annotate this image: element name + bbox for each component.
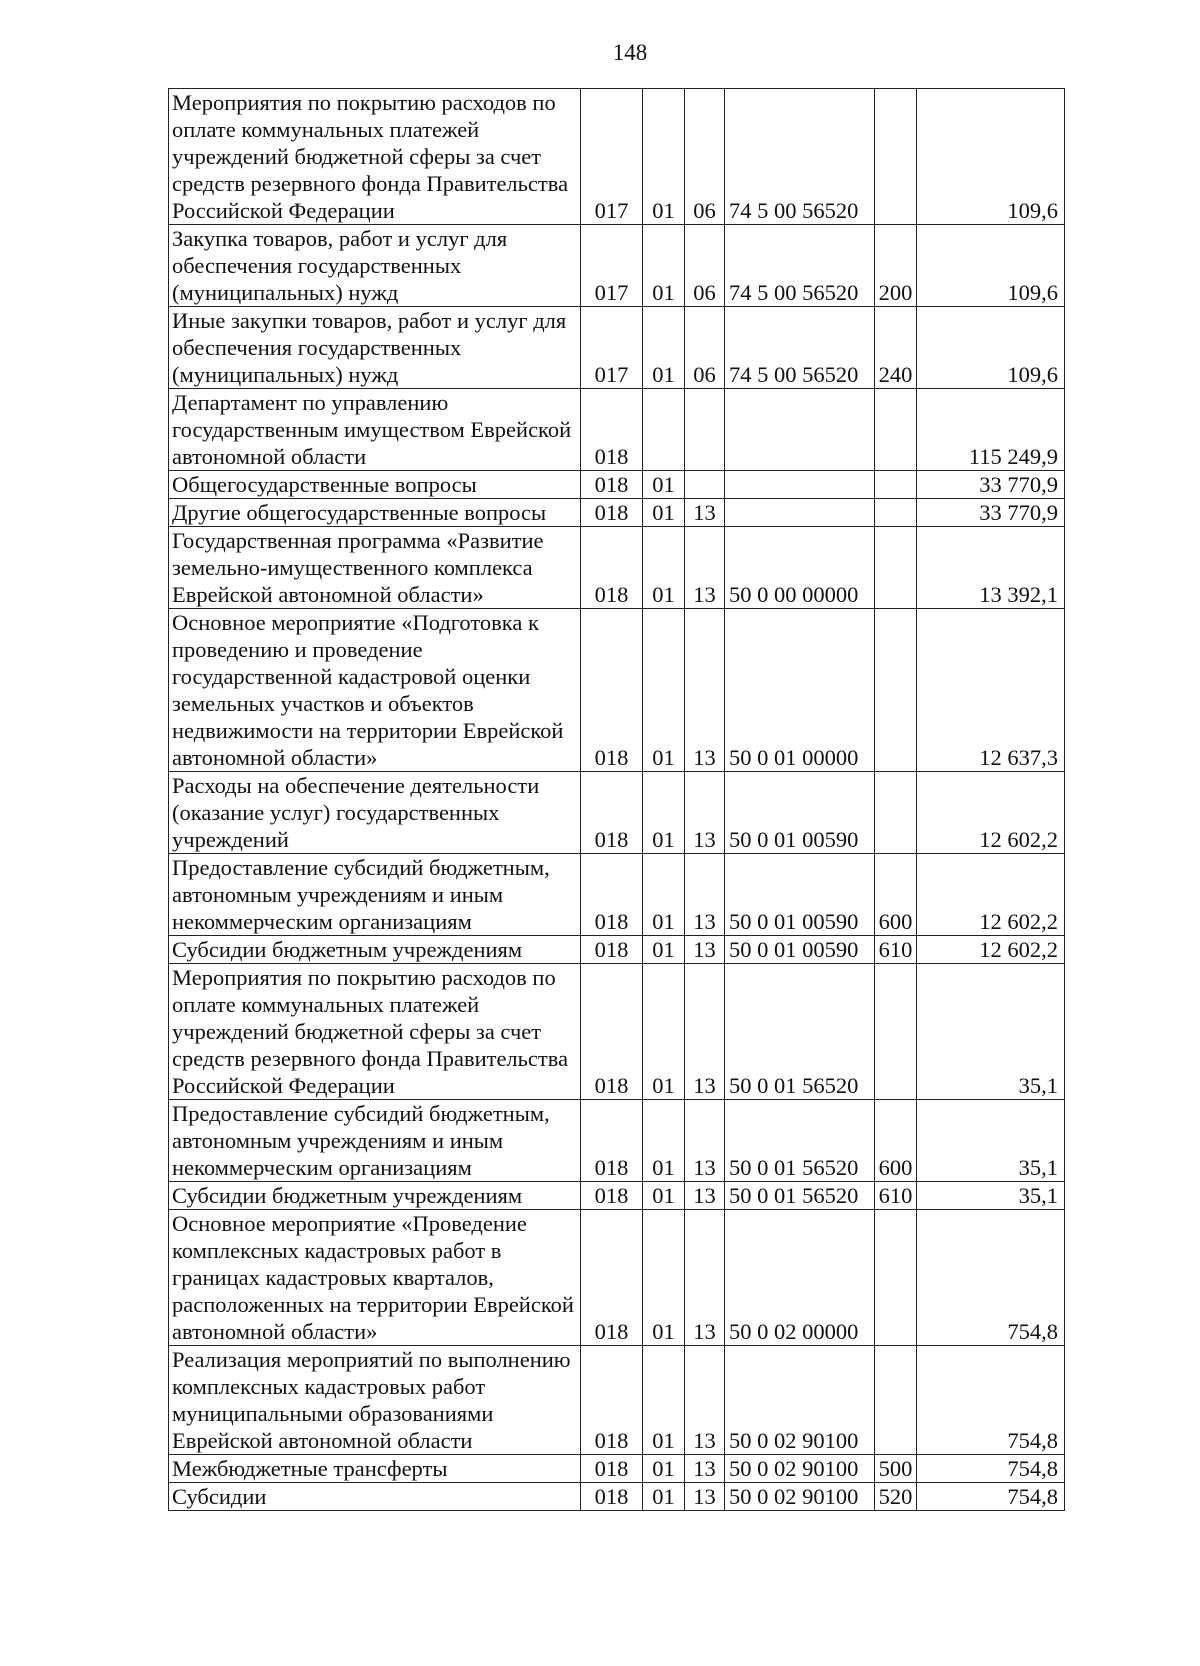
section-code-cell: 01: [643, 1210, 685, 1346]
ministry-code-cell: 018: [581, 527, 643, 609]
table-row: [169, 471, 1065, 499]
ministry-code-cell: 018: [581, 854, 643, 936]
section-code-cell: 01: [643, 1182, 685, 1210]
expense-type-cell: 610: [875, 936, 917, 964]
page-number: 148: [612, 40, 648, 65]
subsection-code-cell: 13: [685, 936, 725, 964]
target-article-cell: 50 0 02 90100: [725, 1346, 875, 1455]
expense-type-cell: 610: [875, 1182, 917, 1210]
amount-cell: 12 602,2: [917, 772, 1065, 854]
subsection-code-cell: 13: [685, 964, 725, 1100]
subsection-code-cell: 13: [685, 1483, 725, 1511]
subsection-code-cell: 13: [685, 1346, 725, 1455]
row-name-cell: Реализация мероприятий по выполнению комплексных кадастровых работ муниципальными образованиями Еврейской автономной области: [169, 1346, 581, 1455]
table-row: [169, 964, 1065, 1100]
subsection-code-cell: 13: [685, 1210, 725, 1346]
table-row: [169, 1455, 1065, 1483]
section-code-cell: 01: [643, 89, 685, 225]
amount-cell: 33 770,9: [917, 471, 1065, 499]
amount-cell: 754,8: [917, 1455, 1065, 1483]
target-article-cell: 50 0 02 90100: [725, 1483, 875, 1511]
row-name-cell: Предоставление субсидий бюджетным, автономным учреждениям и иным некоммерческим организациям: [169, 1100, 581, 1182]
row-name-cell: Иные закупки товаров, работ и услуг для обеспечения государственных (муниципальных) нужд: [169, 307, 581, 389]
amount-cell: 754,8: [917, 1483, 1065, 1511]
expense-type-cell: 200: [875, 225, 917, 307]
amount-cell: 12 637,3: [917, 609, 1065, 772]
amount-cell: 12 602,2: [917, 936, 1065, 964]
subsection-code-cell: 06: [685, 89, 725, 225]
target-article-cell: 50 0 00 00000: [725, 527, 875, 609]
row-name-cell: Основное мероприятие «Подготовка к проведению и проведение государственной кадастровой оценки земельных участков и объектов недвижимости на территории Еврейской автономной области»: [169, 609, 581, 772]
subsection-code-cell: 13: [685, 854, 725, 936]
target-article-cell: 50 0 01 00590: [725, 772, 875, 854]
expense-type-cell: [875, 527, 917, 609]
amount-cell: 35,1: [917, 964, 1065, 1100]
table-row: [169, 772, 1065, 854]
ministry-code-cell: 018: [581, 499, 643, 527]
section-code-cell: 01: [643, 1483, 685, 1511]
amount-cell: 13 392,1: [917, 527, 1065, 609]
row-name-cell: Расходы на обеспечение деятельности (оказание услуг) государственных учреждений: [169, 772, 581, 854]
table-row: [169, 1483, 1065, 1511]
amount-cell: 33 770,9: [917, 499, 1065, 527]
expense-type-cell: 500: [875, 1455, 917, 1483]
section-code-cell: 01: [643, 964, 685, 1100]
section-code-cell: 01: [643, 527, 685, 609]
ministry-code-cell: 018: [581, 1182, 643, 1210]
section-code-cell: 01: [643, 225, 685, 307]
expense-type-cell: [875, 471, 917, 499]
expense-type-cell: 600: [875, 854, 917, 936]
subsection-code-cell: 13: [685, 1455, 725, 1483]
subsection-code-cell: 13: [685, 527, 725, 609]
section-code-cell: 01: [643, 936, 685, 964]
row-name-cell: Общегосударственные вопросы: [169, 471, 581, 499]
table-row: [169, 1182, 1065, 1210]
expense-type-cell: [875, 89, 917, 225]
subsection-code-cell: 13: [685, 1100, 725, 1182]
subsection-code-cell: [685, 389, 725, 471]
section-code-cell: 01: [643, 772, 685, 854]
ministry-code-cell: 018: [581, 936, 643, 964]
subsection-code-cell: 13: [685, 772, 725, 854]
table-row: [169, 89, 1065, 225]
section-code-cell: 01: [643, 499, 685, 527]
table-row: [169, 854, 1065, 936]
ministry-code-cell: 018: [581, 1483, 643, 1511]
subsection-code-cell: 13: [685, 499, 725, 527]
expense-type-cell: [875, 964, 917, 1100]
expense-type-cell: [875, 609, 917, 772]
amount-cell: 35,1: [917, 1182, 1065, 1210]
row-name-cell: Субсидии бюджетным учреждениям: [169, 936, 581, 964]
ministry-code-cell: 018: [581, 471, 643, 499]
ministry-code-cell: 017: [581, 89, 643, 225]
amount-cell: 754,8: [917, 1210, 1065, 1346]
row-name-cell: Межбюджетные трансферты: [169, 1455, 581, 1483]
target-article-cell: 50 0 02 90100: [725, 1455, 875, 1483]
table-row: [169, 225, 1065, 307]
row-name-cell: Основное мероприятие «Проведение комплексных кадастровых работ в границах кадастровых кварталов, расположенных на территории Еврейской автономной области»: [169, 1210, 581, 1346]
expense-type-cell: [875, 499, 917, 527]
target-article-cell: 74 5 00 56520: [725, 89, 875, 225]
row-name-cell: Мероприятия по покрытию расходов по оплате коммунальных платежей учреждений бюджетной сферы за счет средств резервного фонда Правительства Российской Федерации: [169, 964, 581, 1100]
expense-type-cell: 600: [875, 1100, 917, 1182]
target-article-cell: 74 5 00 56520: [725, 225, 875, 307]
row-name-cell: Другие общегосударственные вопросы: [169, 499, 581, 527]
row-name-cell: Мероприятия по покрытию расходов по оплате коммунальных платежей учреждений бюджетной сферы за счет средств резервного фонда Правительства Российской Федерации: [169, 89, 581, 225]
section-code-cell: [643, 389, 685, 471]
ministry-code-cell: 018: [581, 772, 643, 854]
section-code-cell: 01: [643, 1455, 685, 1483]
section-code-cell: 01: [643, 1346, 685, 1455]
ministry-code-cell: 018: [581, 1455, 643, 1483]
expense-type-cell: 520: [875, 1483, 917, 1511]
ministry-code-cell: 018: [581, 1100, 643, 1182]
ministry-code-cell: 018: [581, 964, 643, 1100]
target-article-cell: [725, 499, 875, 527]
amount-cell: 109,6: [917, 307, 1065, 389]
row-name-cell: Закупка товаров, работ и услуг для обеспечения государственных (муниципальных) нужд: [169, 225, 581, 307]
table-row: [169, 499, 1065, 527]
ministry-code-cell: 018: [581, 609, 643, 772]
table-row: [169, 1210, 1065, 1346]
section-code-cell: 01: [643, 307, 685, 389]
target-article-cell: 50 0 01 00590: [725, 936, 875, 964]
subsection-code-cell: 06: [685, 225, 725, 307]
target-article-cell: 50 0 01 00000: [725, 609, 875, 772]
section-code-cell: 01: [643, 471, 685, 499]
ministry-code-cell: 018: [581, 1210, 643, 1346]
table-row: [169, 389, 1065, 471]
amount-cell: 115 249,9: [917, 389, 1065, 471]
subsection-code-cell: [685, 471, 725, 499]
budget-table: [168, 88, 1065, 1511]
target-article-cell: 74 5 00 56520: [725, 307, 875, 389]
ministry-code-cell: 018: [581, 389, 643, 471]
expense-type-cell: [875, 389, 917, 471]
section-code-cell: 01: [643, 1100, 685, 1182]
target-article-cell: [725, 389, 875, 471]
row-name-cell: Субсидии: [169, 1483, 581, 1511]
expense-type-cell: [875, 772, 917, 854]
row-name-cell: Субсидии бюджетным учреждениям: [169, 1182, 581, 1210]
expense-type-cell: [875, 1346, 917, 1455]
section-code-cell: 01: [643, 609, 685, 772]
table-row: [169, 1346, 1065, 1455]
amount-cell: 754,8: [917, 1346, 1065, 1455]
amount-cell: 35,1: [917, 1100, 1065, 1182]
target-article-cell: 50 0 01 56520: [725, 1100, 875, 1182]
table-row: [169, 609, 1065, 772]
row-name-cell: Государственная программа «Развитие земельно-имущественного комплекса Еврейской автономной области»: [169, 527, 581, 609]
amount-cell: 12 602,2: [917, 854, 1065, 936]
target-article-cell: [725, 471, 875, 499]
table-row: [169, 527, 1065, 609]
subsection-code-cell: 13: [685, 1182, 725, 1210]
expense-type-cell: 240: [875, 307, 917, 389]
target-article-cell: 50 0 01 56520: [725, 964, 875, 1100]
budget-table-body: [169, 89, 1065, 1511]
ministry-code-cell: 017: [581, 307, 643, 389]
ministry-code-cell: 017: [581, 225, 643, 307]
row-name-cell: Департамент по управлению государственным имуществом Еврейской автономной области: [169, 389, 581, 471]
ministry-code-cell: 018: [581, 1346, 643, 1455]
table-row: [169, 936, 1065, 964]
subsection-code-cell: 06: [685, 307, 725, 389]
amount-cell: 109,6: [917, 225, 1065, 307]
table-row: [169, 1100, 1065, 1182]
target-article-cell: 50 0 01 56520: [725, 1182, 875, 1210]
section-code-cell: 01: [643, 854, 685, 936]
subsection-code-cell: 13: [685, 609, 725, 772]
target-article-cell: 50 0 02 00000: [725, 1210, 875, 1346]
target-article-cell: 50 0 01 00590: [725, 854, 875, 936]
amount-cell: 109,6: [917, 89, 1065, 225]
table-row: [169, 307, 1065, 389]
row-name-cell: Предоставление субсидий бюджетным, автономным учреждениям и иным некоммерческим организациям: [169, 854, 581, 936]
expense-type-cell: [875, 1210, 917, 1346]
